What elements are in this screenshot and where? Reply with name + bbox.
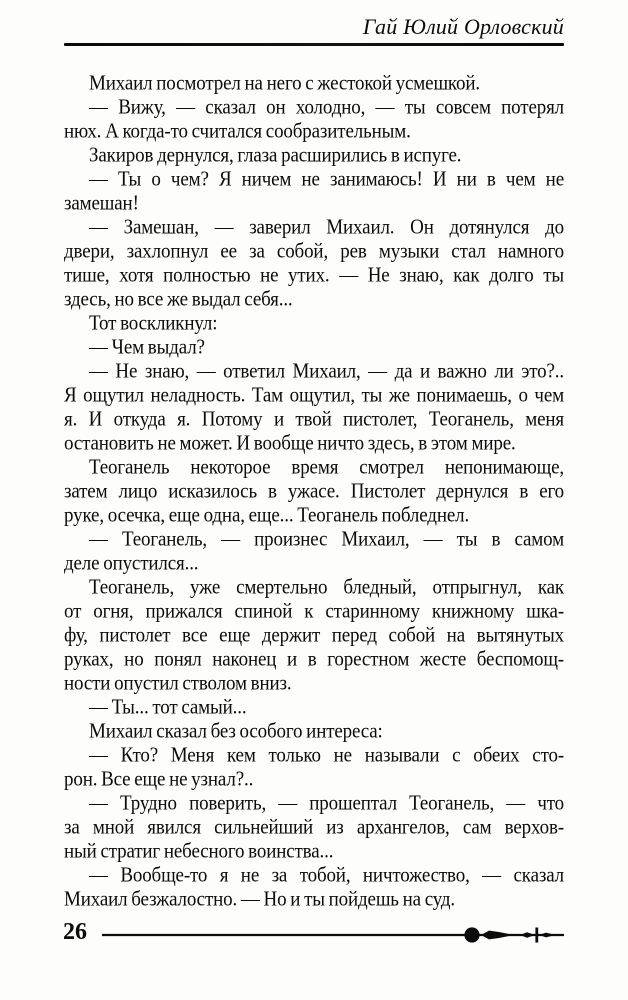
text-line: тише, хотя полностью не утих. — Не знаю, как долго ты — [64, 263, 564, 288]
text-line: Михаил посмотрел на него с жестокой усмешкой. — [89, 71, 481, 96]
text-line: руках, но понял наконец и в горестном жесте беспомощ- — [64, 647, 564, 672]
page-footer — [0, 918, 628, 952]
text-line: — Вижу, — сказал он холодно, — ты совсем потерял — [89, 95, 564, 120]
text-line: двери, захлопнул ее за собой, рев музыки стал намного — [64, 239, 564, 264]
page-header — [64, 14, 564, 46]
text-line: Михаил сказал без особого интереса: — [89, 719, 383, 744]
text-line: руке, осечка, еще одна, еще... Теоганель побледнел. — [64, 503, 470, 528]
text-line: — Вообще-то я не за тобой, ничтожество, — сказал — [89, 863, 564, 888]
text-line: Теоганель некоторое время смотрел непонимающе, — [89, 455, 564, 480]
footer-ornament-rule-icon — [100, 918, 566, 952]
text-line: от огня, прижался спиной к старинному книжному шка- — [64, 599, 564, 624]
text-line: замешан! — [64, 191, 139, 216]
text-line: Теоганель, уже смертельно бледный, отпрыгнул, как — [89, 575, 564, 600]
text-line: затем лицо исказилось в ужасе. Пистолет дернулся в его — [64, 479, 564, 504]
text-line: — Ты о чем? Я ничем не занимаюсь! И ни в чем не — [89, 167, 564, 192]
text-line: Михаил безжалостно. — Но и ты пойдешь на суд. — [64, 887, 456, 912]
page-number: 26 — [63, 919, 87, 945]
page-body-text — [64, 72, 564, 912]
text-line: фу, пистолет все еще держит перед собой на вытянутых — [64, 623, 564, 648]
header-rule — [64, 43, 564, 46]
text-line: Тот воскликнул: — [89, 311, 218, 336]
text-line: Закиров дернулся, глаза расширились в испуге. — [89, 143, 462, 168]
text-line: деле опустился... — [64, 551, 199, 576]
text-line: — Не знаю, — ответил Михаил, — да и важно ли это?.. — [89, 359, 564, 384]
text-line: — Ты... тот самый... — [89, 695, 247, 720]
text-line: Я ощутил неладность. Там ощутил, ты же понимаешь, о чем — [64, 383, 564, 408]
running-title: Гай Юлий Орловский — [362, 14, 564, 39]
text-line: я. И откуда я. Потому и твой пистолет, Теоганель, меня — [64, 407, 564, 432]
text-line: — Кто? Меня кем только не называли с обеих сто- — [89, 743, 564, 768]
text-line: — Замешан, — заверил Михаил. Он дотянулся до — [89, 215, 564, 240]
text-line: нюх. А когда-то считался сообразительным. — [64, 119, 411, 144]
text-line: — Теоганель, — произнес Михаил, — ты в самом — [89, 527, 564, 552]
text-line: остановить не может. И вообще ничто здесь, в этом мире. — [64, 431, 516, 456]
text-line: — Трудно поверить, — прошептал Теоганель, — что — [89, 791, 564, 816]
text-line: рон. Все еще не узнал?.. — [64, 767, 254, 792]
text-line: ный стратиг небесного воинства... — [64, 839, 334, 864]
text-line: — Чем выдал? — [89, 335, 205, 360]
text-line: за мной явился сильнейший из архангелов, сам верхов- — [64, 815, 564, 840]
text-line: здесь, но все же выдал себя... — [64, 287, 293, 312]
text-line: ности опустил стволом вниз. — [64, 671, 292, 696]
